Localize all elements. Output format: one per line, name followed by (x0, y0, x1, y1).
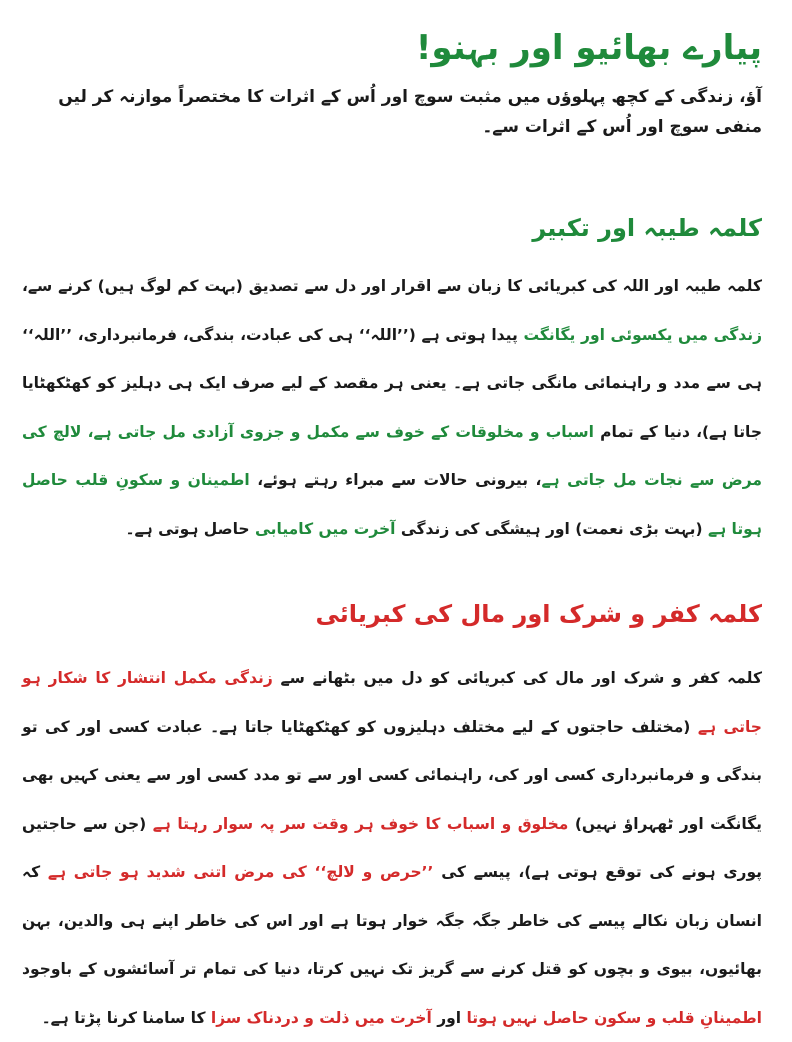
highlight-segment: آخرت میں کامیابی (255, 519, 396, 538)
highlight-segment: اطمینانِ قلب و سکون حاصل نہیں ہوتا (466, 1008, 762, 1027)
highlight-segment: مخلوق و اسباب کا خوف ہر وقت سر پہ سوار رہتا ہے (152, 814, 569, 833)
text-segment: کلمہ کفر و شرک اور مال کی کبریائی کو دل میں بٹھانے سے (272, 669, 762, 687)
highlight-segment: آخرت میں ذلت و دردناک سزا (210, 1008, 432, 1027)
highlight-segment: زندگی میں یکسوئی اور یگانگت (523, 325, 762, 344)
highlight-segment: ’’حرص و لالچ‘‘ کی مرض اتنی شدید ہو جاتی ہے (47, 863, 434, 881)
text-segment: (بہت بڑی نعمت) اور ہیشگی کی زندگی (395, 519, 708, 538)
section2-paragraph (22, 654, 762, 1042)
section1-paragraph (22, 262, 762, 553)
highlight-segment: زندگی مکمل انتشار کا شکار ہو جاتی ہے (22, 669, 762, 736)
text-segment: ، بیرونی حالات سے مبراء رہتے ہوئے، (249, 471, 542, 489)
section1-heading: کلمہ طیبہ اور تکبیر (532, 214, 762, 242)
text-segment: کا سامنا کرنا پڑتا ہے۔ (41, 1008, 211, 1027)
text-segment: اور (431, 1008, 467, 1027)
highlight-segment: اسباب و مخلوقات کے خوف سے مکمل و جزوی آزادی مل جاتی ہے، لالچ کی مرض سے نجات مل جاتی ہے (22, 422, 763, 489)
text-segment: کلمہ طیبہ اور اللہ کی کبریائی کا زبان سے اقرار اور دل سے تصدیق (بہت کم لوگ ہیں) کرنے سے، (22, 277, 762, 295)
text-segment: حاصل ہوتی ہے۔ (125, 519, 255, 538)
section2-heading: کلمہ کفر و شرک اور مال کی کبریائی (315, 600, 762, 628)
page-title: پیارے بھائیو اور بہنو! (415, 28, 762, 68)
text-segment: کہ انسان زبان نکالے پیسے کی خاطر جگہ جگہ خوار ہوتا ہے اور اس کی خاطر اپنے ہی والدین، بہن بھائیوں، بیوی و بچوں کو قتل کرنے سے گریز تک نہیں کرتا، دنیا کی تمام تر آسائشوں کے باوجود (22, 863, 762, 978)
text-segment: پیدا ہوتی ہے (’’اللہ‘‘ ہی کی عبادت، بندگی، فرمانبرداری، ’’اللہ‘‘ ہی سے مدد و راہنمائی مانگی جاتی ہے۔ یعنی ہر مقصد کے لیے صرف ایک ہی دہلیز کو کھٹکھٹایا جاتا ہے)، دنیا کے تمام (22, 325, 762, 441)
highlight-segment: اطمینان و سکونِ قلب حاصل ہوتا ہے (22, 471, 762, 538)
text-segment: (مختلف حاجتوں کے لیے مختلف دہلیزوں کو کھٹکھٹایا جاتا ہے۔ عبادت کسی اور کی تو بندگی و فرمانبرداری کسی اور کی، راہنمائی کسی اور سے تو مدد کسی اور سے یعنی کہیں بھی یگانگت اور ٹھہراؤ نہیں) (22, 717, 762, 833)
intro-text: آؤ، زندگی کے کچھ پہلوؤں میں مثبت سوچ اور اُس کے اثرات کا مختصراً موازنہ کر لیں منفی سوچ اور اُس کے اثرات سے۔ (58, 87, 762, 137)
text-segment: (جن سے حاجتیں پوری ہونے کی توقع ہوتی ہے)، پیسے کی (22, 814, 762, 881)
